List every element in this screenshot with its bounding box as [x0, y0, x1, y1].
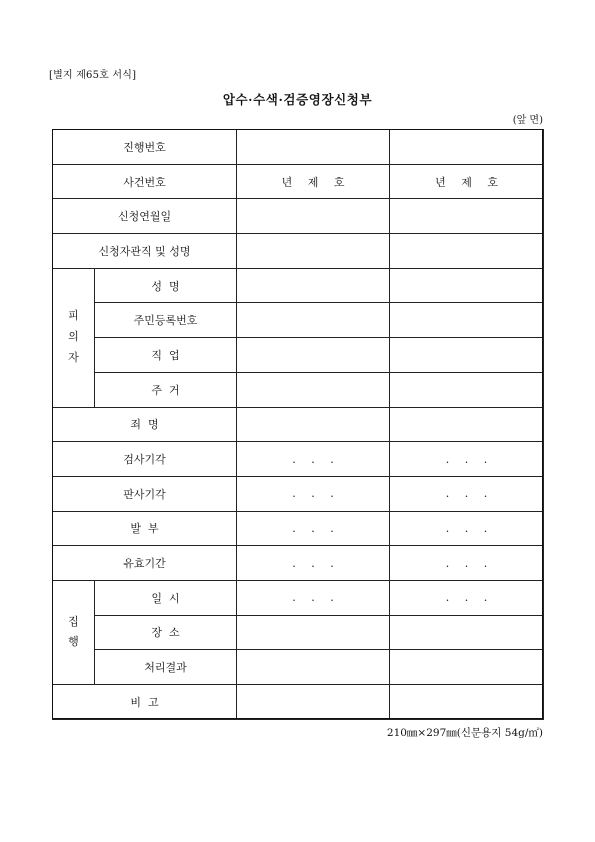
cell-job-2[interactable] — [390, 338, 544, 373]
cell-address-1[interactable] — [237, 372, 390, 407]
cell-name-1[interactable] — [237, 268, 390, 303]
cell-remarks-1[interactable] — [237, 685, 390, 720]
label-job: 직 업 — [95, 338, 237, 373]
cell-datetime-2[interactable]: . . . — [390, 580, 544, 615]
table-row — [53, 164, 544, 199]
table-row — [53, 303, 544, 338]
cell-remarks-2[interactable] — [390, 685, 544, 720]
cell-prosecution-review-2[interactable]: . . . — [390, 442, 544, 477]
cell-progress-no-2[interactable] — [390, 130, 544, 165]
label-suspect-group — [53, 268, 95, 407]
table-row — [53, 511, 544, 546]
cell-crime-1[interactable] — [237, 407, 390, 442]
cell-judge-review-1[interactable]: . . . — [237, 476, 390, 511]
cell-result-2[interactable] — [390, 650, 544, 685]
cell-place-1[interactable] — [237, 615, 390, 650]
table-row — [53, 685, 544, 720]
table-row — [53, 615, 544, 650]
label-execution-group — [53, 580, 95, 684]
cell-judge-review-2[interactable]: . . . — [390, 476, 544, 511]
table-row — [53, 199, 544, 234]
label-address: 주 거 — [95, 372, 237, 407]
label-prosecution-review: 검사기각 — [53, 442, 237, 477]
execution-group-text: 집 행 — [68, 614, 79, 649]
cell-apply-date-2[interactable] — [390, 199, 544, 234]
cell-valid-period-2[interactable]: . . . — [390, 546, 544, 581]
label-remarks: 비 고 — [53, 685, 237, 720]
table-row — [53, 650, 544, 685]
cell-applicant-1[interactable] — [237, 234, 390, 269]
label-crime: 죄 명 — [53, 407, 237, 442]
label-valid-period: 유효기간 — [53, 546, 237, 581]
cell-datetime-1[interactable]: . . . — [237, 580, 390, 615]
cell-result-1[interactable] — [237, 650, 390, 685]
cell-case-no-2[interactable]: 년 제 호 — [390, 164, 544, 199]
label-applicant: 신청자관직 및 성명 — [53, 234, 237, 269]
suspect-group-text: 피 의 자 — [68, 309, 79, 365]
cell-crime-2[interactable] — [390, 407, 544, 442]
table-row — [53, 580, 544, 615]
table-row — [53, 372, 544, 407]
label-name: 성 명 — [95, 268, 237, 303]
cell-resident-no-1[interactable] — [237, 303, 390, 338]
warrant-application-table — [52, 129, 544, 720]
cell-applicant-2[interactable] — [390, 234, 544, 269]
table-row — [53, 546, 544, 581]
label-result: 처리결과 — [95, 650, 237, 685]
label-resident-no: 주민등록번호 — [95, 303, 237, 338]
table-row — [53, 476, 544, 511]
label-place: 장 소 — [95, 615, 237, 650]
label-progress-no: 진행번호 — [53, 130, 237, 165]
cell-job-1[interactable] — [237, 338, 390, 373]
table-row — [53, 338, 544, 373]
cell-resident-no-2[interactable] — [390, 303, 544, 338]
cell-prosecution-review-1[interactable]: . . . — [237, 442, 390, 477]
cell-name-2[interactable] — [390, 268, 544, 303]
table-row — [53, 442, 544, 477]
table-row — [53, 407, 544, 442]
cell-apply-date-1[interactable] — [237, 199, 390, 234]
table-row — [53, 268, 544, 303]
cell-issue-1[interactable]: . . . — [237, 511, 390, 546]
cell-place-2[interactable] — [390, 615, 544, 650]
document-title: 압수·수색·검증영장신청부 — [222, 92, 373, 107]
page-side-label: (앞 면) — [512, 115, 543, 126]
label-datetime: 일 시 — [95, 580, 237, 615]
label-apply-date: 신청연월일 — [53, 199, 237, 234]
paper-spec-note: 210㎜×297㎜(신문용지 54g/㎡) — [386, 727, 543, 739]
label-case-no: 사건번호 — [53, 164, 237, 199]
table-row — [53, 130, 544, 165]
form-number-label: [별지 제65호 서식] — [49, 70, 137, 81]
cell-valid-period-1[interactable]: . . . — [237, 546, 390, 581]
label-judge-review: 판사기각 — [53, 476, 237, 511]
cell-address-2[interactable] — [390, 372, 544, 407]
cell-progress-no-1[interactable] — [237, 130, 390, 165]
table-row — [53, 234, 544, 269]
cell-case-no-1[interactable]: 년 제 호 — [237, 164, 390, 199]
label-issue: 발 부 — [53, 511, 237, 546]
cell-issue-2[interactable]: . . . — [390, 511, 544, 546]
